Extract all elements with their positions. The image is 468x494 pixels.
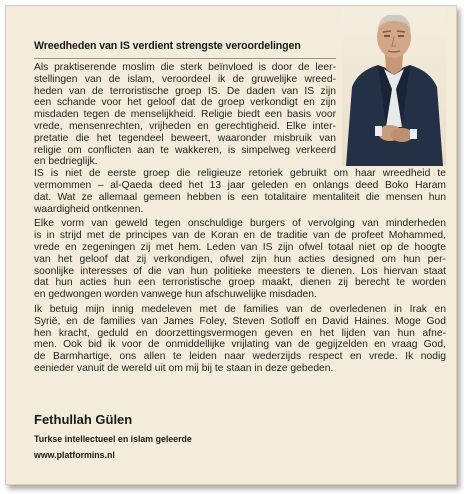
text-line: pretatie die het tegendeel beweert, waaronder misbruik van <box>34 132 336 144</box>
article-card <box>5 5 457 485</box>
author-name: Fethullah Gülen <box>34 412 133 427</box>
paragraph-2 <box>34 168 450 215</box>
text-line: soonlijke interesses of die van hun politieke meesters te dienen. Los hiervan staat <box>34 265 446 277</box>
text-line: eenieder vanuit de wereld uit om mij bij te staan in deze gebeden. <box>34 362 334 374</box>
text-line: dat. Wat ze allemaal gemeen hebben is een totalitaire mentaliteit die mensen hun <box>34 191 446 203</box>
text-line: misdaden tegen de menselijkheid. Religie biedt een basis voor <box>34 109 336 121</box>
text-line: de Barmhartige, ons allen te leiden naar wederzijds respect en vrede. Ik nodig <box>34 351 446 363</box>
text-line: vrede, mensenrechten, vrijheden en gerechtigheid. Elke inter- <box>34 120 336 132</box>
text-line: Syrië, en de families van James Foley, Steven Sotloff en David Haines. Moge God <box>34 315 446 327</box>
text-line: waardigheid ontkennen. <box>34 203 144 215</box>
text-line: men. Ook bid ik voor de onmiddellijke vrijlating van de gegijzelden en vraag God, <box>34 339 446 351</box>
text-line: hen kracht, geduld en doorzettingsvermogen geven en het lijden van hun afne- <box>34 327 446 339</box>
text-line: is in strijd met de principes van de Koran en de traditie van de profeet Mohammed, <box>34 230 446 242</box>
text-line: en gedwongen worden vanwege hun afschuwelijke misdaden. <box>34 289 317 301</box>
paragraph-4 <box>34 304 450 375</box>
text-line: dat hun acties hun een terroristische groep maakt, dienen zij berecht te worden <box>34 277 446 289</box>
text-line: Elke vorm van geweld tegen onschuldige burgers of vervolging van minderheden <box>34 218 446 230</box>
paragraph-3 <box>34 218 450 301</box>
text-line: religie om conflicten aan te wakkeren, is simpelweg verkeerd <box>34 144 336 156</box>
text-line: Ik betuig mijn innig medeleven met de families van de overledenen in Irak en <box>34 303 446 315</box>
website-link[interactable]: www.platformins.nl <box>34 450 115 460</box>
text-line: en bedrieglijk. <box>34 156 98 168</box>
article-title: Wreedheden van IS verdient strengste veroordelingen <box>34 40 301 52</box>
text-line: stellingen van de islam, veroordeel ik de gruwelijke wreed- <box>34 73 336 85</box>
text-line: IS is niet de eerste groep die religieuze retoriek gebruikt om haar wreedheid te <box>34 168 446 180</box>
article-body <box>34 62 450 375</box>
text-line: van het geloof dat zij verkondigen, ofwel zijn hun acties designed om hun per- <box>34 253 446 265</box>
title-divider <box>34 58 336 59</box>
paragraph-1 <box>34 62 450 168</box>
text-line: heden van de terroristische groep IS. De daden van IS zijn <box>34 85 336 97</box>
author-role: Turkse intellectueel en islam geleerde <box>34 434 192 444</box>
text-line: een schande voor het geloof dat de groep verkondigt en zijn <box>34 97 336 109</box>
text-line: vrede en zegeningen zij met hem. Leden van IS zijn ofwel totaal niet op de hoogte <box>34 241 446 253</box>
text-line: Als praktiserende moslim die sterk beïnvloed is door de leer- <box>34 62 336 73</box>
text-line: vermommen – al-Qaeda deed het 13 jaar geleden en onlangs deed Boko Haram <box>34 179 446 191</box>
